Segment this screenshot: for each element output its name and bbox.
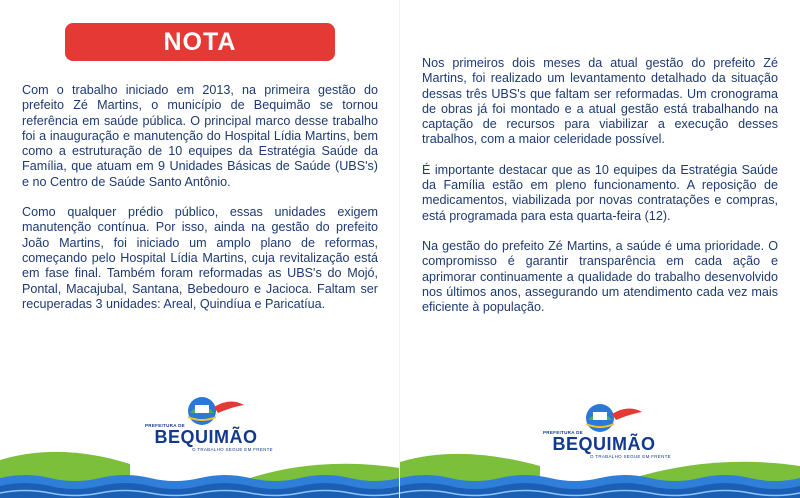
left-paragraph-1: Com o trabalho iniciado em 2013, na primeira gestão do prefeito Zé Martins, o município de Bequimão se tornou referência em saúde pública. O principal marco desse trabalho foi a inauguração e manutenção do Hospital Lídia Martins, bem como a estruturação de 10 equipes da Estratégia Saúde da Família, que atuam em 9 Unidades Básicas de Saúde (UBS's) e no Centro de Saúde Santo Antônio. bbox=[22, 83, 378, 189]
bottom-waves-decoration bbox=[0, 438, 400, 498]
bequimao-logo-right bbox=[538, 400, 671, 460]
logo-name: BEQUIMÃO bbox=[154, 427, 258, 447]
right-body-text bbox=[422, 56, 778, 330]
right-paragraph-2: É importante destacar que as 10 equipes da Estratégia Saúde da Família estão em pleno funcionamento. A reposição de medicamentos, viabilizada por novas contratações e compras, está programada para esta quarta-feira (12). bbox=[422, 162, 778, 223]
logo-slogan: O TRABALHO SEGUE EM FRENTE bbox=[590, 454, 671, 459]
left-paragraph-2: Como qualquer prédio público, essas unidades exigem manutenção contínua. Por isso, ainda na gestão do prefeito João Martins, foi iniciado um amplo plano de reformas, começando pelo Hospital Lídia Martins, cuja revitalização está em fase final. Também foram reformadas as UBS's do Mojó, Pontal, Macajubal, Santana, Bebedouro e Jacioca. Faltam ser recuperadas 3 unidades: Areal, Quindíua e Paricatíua. bbox=[22, 205, 378, 311]
logo-slogan: O TRABALHO SEGUE EM FRENTE bbox=[192, 447, 273, 452]
logo-prefix: PREFEITURA DE bbox=[543, 430, 583, 435]
right-paragraph-3: Na gestão do prefeito Zé Martins, a saúde é uma prioridade. O compromisso é garantir transparência em cada ação e aprimorar continuamente a qualidade do trabalho desenvolvido nos últimos anos, assegurando um atendimento cada vez mais eficiente à população. bbox=[422, 238, 778, 315]
right-paragraph-1: Nos primeiros dois meses da atual gestão do prefeito Zé Martins, foi realizado um levantamento detalhado da situação dessas três UBS's que faltam ser reformadas. Um cronograma de obras já foi montado e a atual gestão está trabalhando na captação de recursos para viabilizar a execução desses trabalhos, com a maior celeridade possível. bbox=[422, 56, 778, 147]
left-body-text bbox=[22, 83, 378, 327]
nota-title-badge: NOTA bbox=[65, 23, 335, 61]
logo-prefix: PREFEITURA DE bbox=[145, 423, 185, 428]
logo-name: BEQUIMÃO bbox=[552, 434, 656, 454]
